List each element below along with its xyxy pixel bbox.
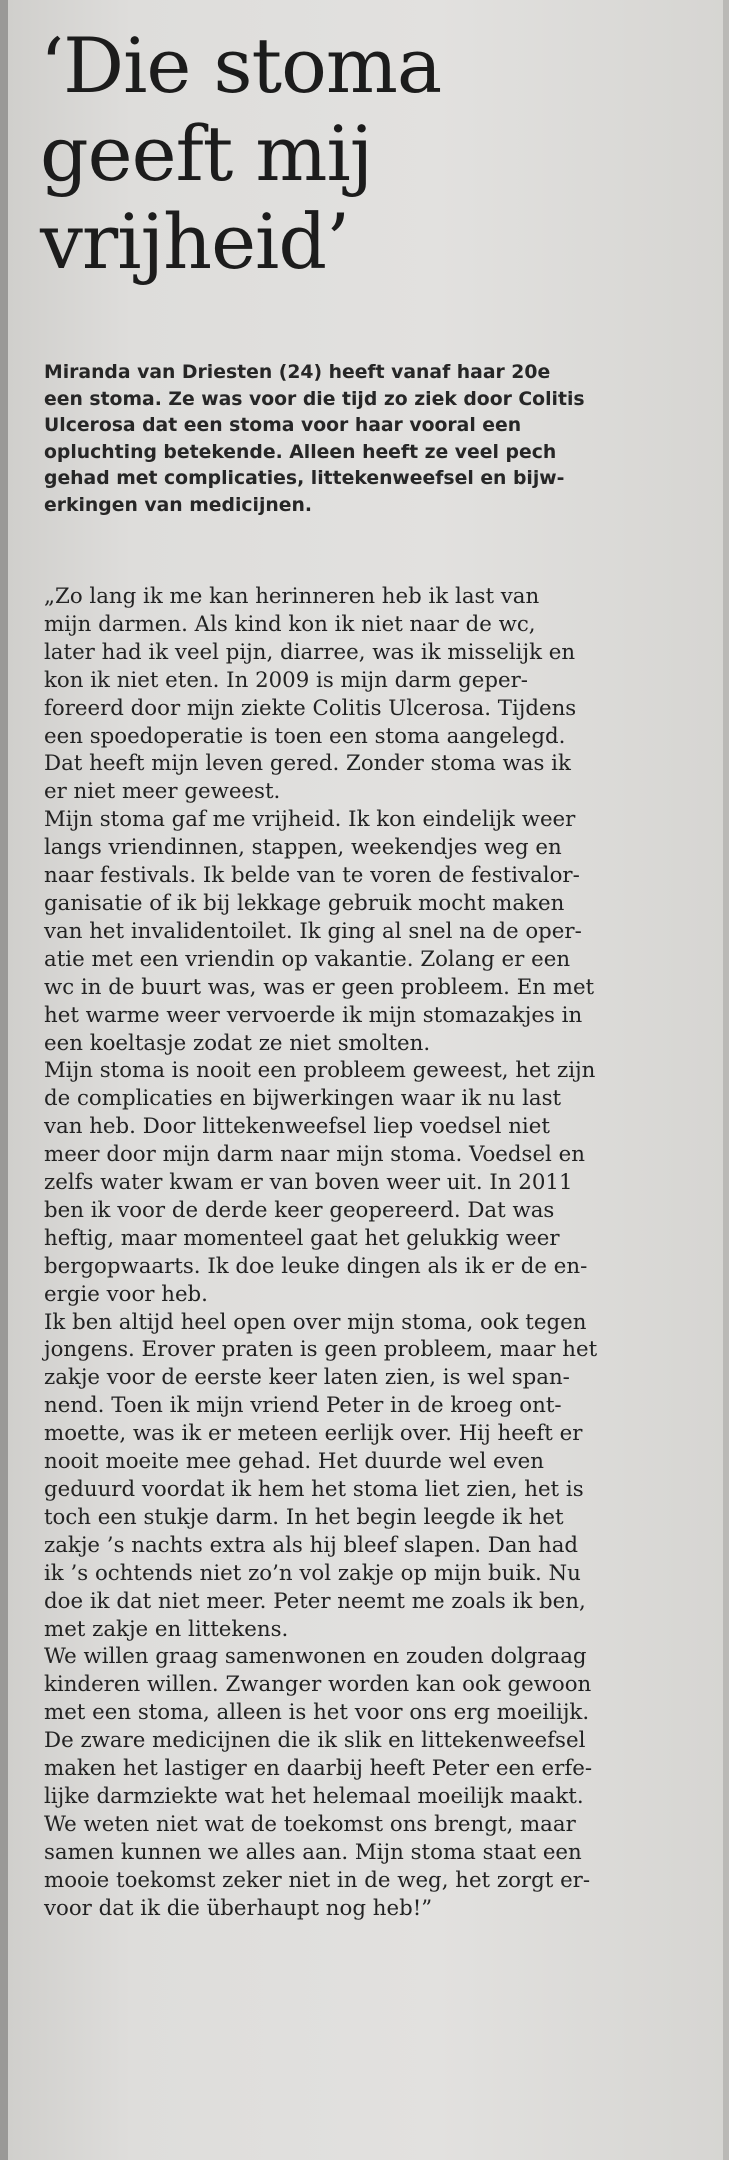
body-line: met een stoma, alleen is het voor ons erg moeilijk. [44,1700,590,1726]
article-intro [44,360,694,520]
intro-line: opluchting betekende. Alleen heeft ze veel pech [44,441,557,463]
body-line: later had ik veel pijn, diarree, was ik misselijk en [44,639,576,665]
body-line: wc in de buurt was, was er geen probleem. En met [44,974,595,1000]
article-body [44,583,704,1923]
page-edge-left [0,0,8,2160]
body-line: de complicaties en bijwerkingen waar ik nu last [44,1086,562,1112]
body-line: bergopwaarts. Ik doe leuke dingen als ik er de en- [44,1253,588,1279]
body-line: De zware medicijnen die ik slik en littekenweefsel [44,1728,586,1754]
body-line: mijn darmen. Als kind kon ik niet naar de wc, [44,611,536,637]
headline-line: ‘Die stoma [40,21,442,110]
intro-line: erkingen van medicijnen. [44,494,313,516]
body-line: „Zo lang ik me kan herinneren heb ik last van [44,584,540,609]
body-line: er niet meer geweest. [44,779,281,805]
body-line: zelfs water kwam er van boven weer uit. In 2011 [44,1170,573,1196]
intro-line: gehad met complicaties, littekenweefsel en bijw- [44,468,565,490]
body-line: ik ’s ochtends niet zo’n vol zakje op mijn buik. Nu [44,1560,581,1586]
body-line: mooie toekomst zeker niet in de weg, het zorgt er- [44,1867,591,1893]
body-line: nend. Toen ik mijn vriend Peter in de kroeg ont- [44,1393,562,1419]
body-line: zakje ’s nachts extra als hij bleef slapen. Dan had [44,1532,579,1558]
body-line: Ik ben altijd heel open over mijn stoma, ook tegen [44,1309,587,1335]
body-line: samen kunnen we alles aan. Mijn stoma staat een [44,1839,582,1865]
body-line: lijke darmziekte wat het helemaal moeilijk maakt. [44,1783,584,1809]
body-line: heftig, maar momenteel gaat het gelukkig weer [44,1225,560,1251]
body-line: een spoedoperatie is toen een stoma aangelegd. [44,723,566,749]
body-line: We willen graag samenwonen en zouden dolgraag [44,1644,587,1670]
body-line: ben ik voor de derde keer geopereerd. Dat was [44,1197,555,1223]
page-edge-right [723,0,729,2160]
body-line: atie met een vriendin op vakantie. Zolang er een [44,946,571,972]
body-line: van heb. Door littekenweefsel liep voedsel niet [44,1114,550,1140]
body-line: Mijn stoma is nooit een probleem geweest, het zijn [44,1058,596,1084]
body-line: Mijn stoma gaf me vrijheid. Ik kon eindelijk weer [44,807,576,833]
intro-line: Miranda van Driesten (24) heeft vanaf haar 20e [44,362,551,383]
body-line: jongens. Erover praten is geen probleem, maar het [44,1337,598,1363]
body-line: We weten niet wat de toekomst ons brengt, maar [44,1811,576,1837]
body-line: toch een stukje darm. In het begin leegde ik het [44,1504,564,1530]
body-line: doe ik dat niet meer. Peter neemt me zoals ik ben, [44,1588,586,1614]
body-line: maken het lastiger en daarbij heeft Peter een erfe- [44,1756,593,1782]
body-line: ganisatie of ik bij lekkage gebruik mocht maken [44,890,565,916]
body-line: geduurd voordat ik hem het stoma liet zien, het is [44,1477,584,1502]
headline-line: geeft mij [40,109,373,198]
body-line: van het invalidentoilet. Ik ging al snel na de oper- [44,918,582,944]
body-line: voor dat ik die überhaupt nog heb!” [44,1895,433,1921]
body-line: een koeltasje zodat ze niet smolten. [44,1030,431,1056]
body-line: naar festivals. Ik belde van te voren de festivalor- [44,863,580,889]
intro-line: Ulcerosa dat een stoma voor haar vooral een [44,415,522,437]
body-line: langs vriendinnen, stappen, weekendjes weg en [44,835,562,861]
headline-line: vrijheid’ [40,197,350,286]
body-line: kinderen willen. Zwanger worden kan ook gewoon [44,1672,592,1698]
body-line: het warme weer vervoerde ik mijn stomazakjes in [44,1002,583,1028]
article-headline [40,22,700,286]
body-line: zakje voor de eerste keer laten zien, is wel span- [44,1365,570,1391]
body-line: moette, was ik er meteen eerlijk over. Hij heeft er [44,1421,583,1447]
body-line: met zakje en littekens. [44,1616,289,1642]
body-line: foreerd door mijn ziekte Colitis Ulcerosa. Tijdens [44,695,577,721]
body-line: meer door mijn darm naar mijn stoma. Voedsel en [44,1142,585,1168]
intro-line: een stoma. Ze was voor die tijd zo ziek door Colitis [44,388,585,410]
body-line: Dat heeft mijn leven gered. Zonder stoma was ik [44,751,571,777]
body-line: nooit moeite mee gehad. Het duurde wel even [44,1449,544,1475]
body-line: kon ik niet eten. In 2009 is mijn darm geper- [44,667,528,693]
body-line: ergie voor heb. [44,1281,208,1307]
